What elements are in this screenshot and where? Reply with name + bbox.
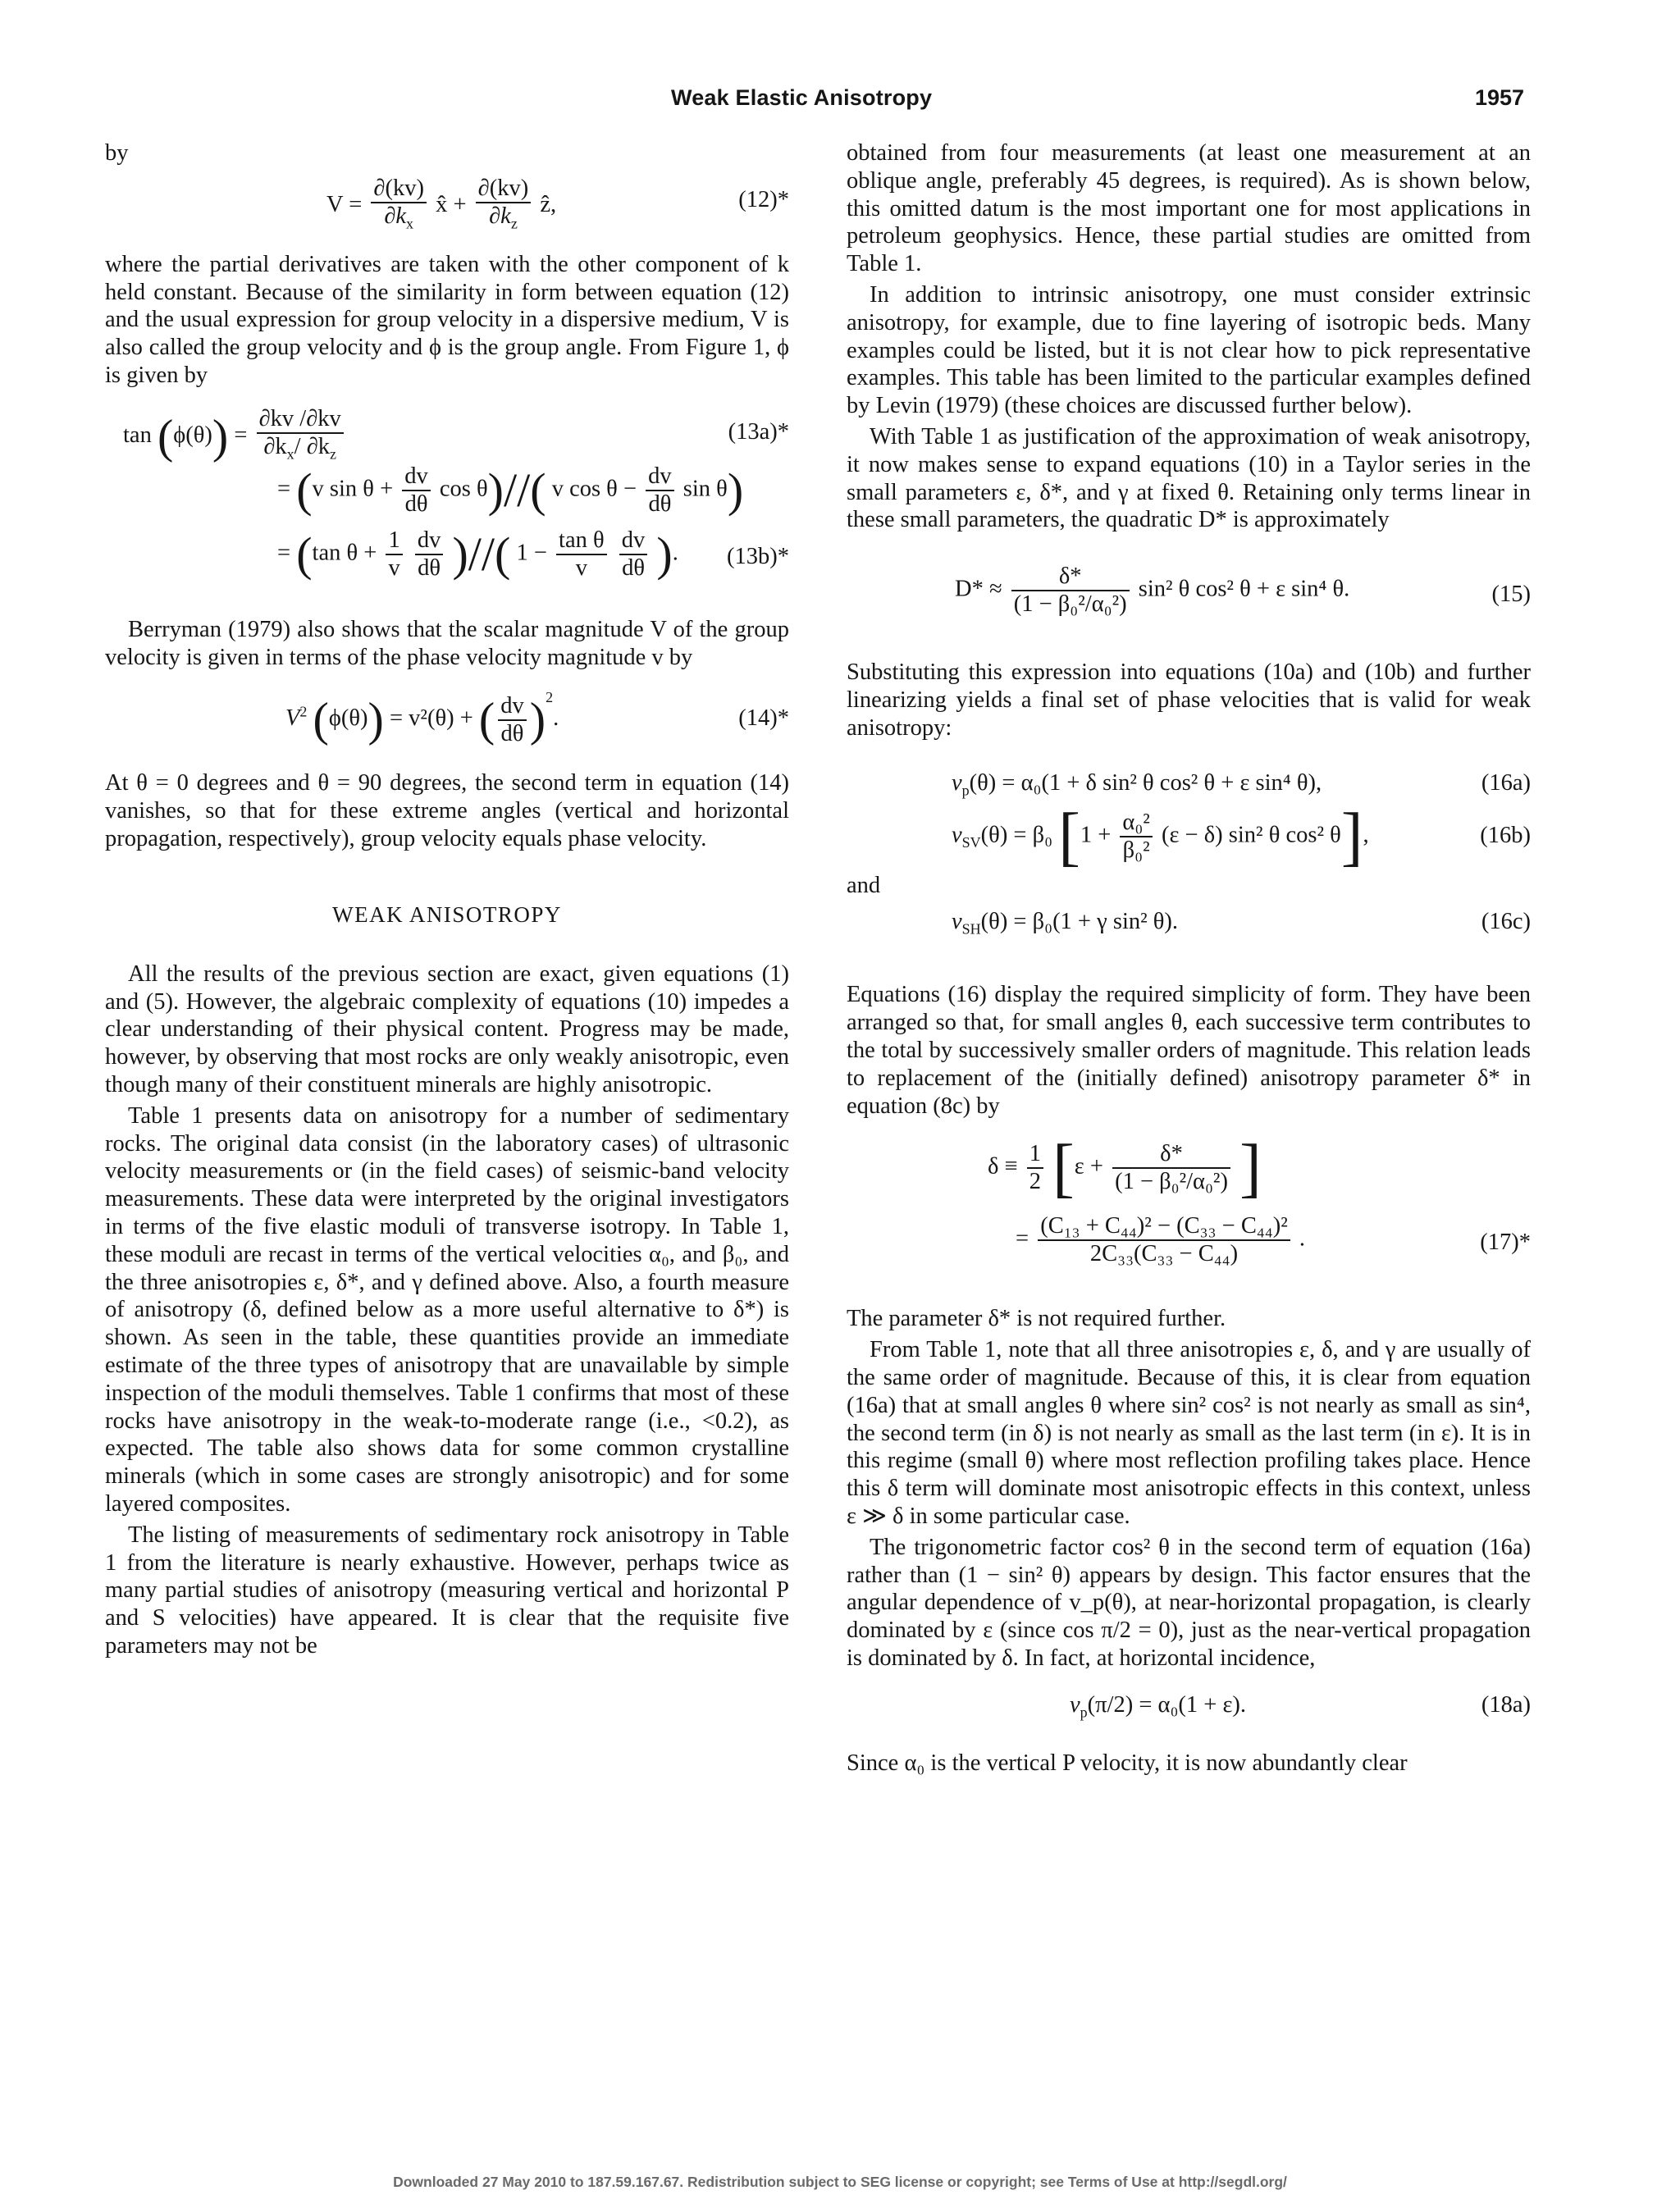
equation-16c: $v_{SH}(\theta) = \beta_0(1 + \gamma$ sin² θ). (16c)	[952, 909, 1531, 938]
equation-13	[105, 406, 789, 591]
paragraph-by: by	[105, 140, 129, 166]
paragraph-table-1: Table 1 presents data on anisotropy for a number of sedimentary rocks. The original data consist (in the laboratory cases) of ultrasonic velocity measurements or (in the field cases) of seismic-band velocity measurements. These data were interpreted by the original investigators in terms of the five elastic moduli of transverse isotropy. In Table 1, these moduli are recast in terms of the vertical velocities α₀, and β₀, and the three anisotropies ε, δ*, and γ defined above. Also, a fourth measure of anisotropy (δ, defined below as a more useful alternative to δ*) is shown. As seen in the table, these quantities provide an immediate estimate of the three types of anisotropy that are unavailable by simple inspection of the moduli themselves. Table 1 confirms that most of these rocks have anisotropy in the weak-to-moderate range (i.e., <0.2), as expected. The table also shows data for some common crystalline minerals (which in some cases are strongly anisotropic) and for some layered composites.	[105, 1102, 789, 1517]
paragraph-trigonometric-factor: The trigonometric factor cos² θ in the second term of equation (16a) rather than (1 − sin² θ) appears by design. This factor ensures that the angular dependence of v_p(θ), at near-horizontal propagation, is clearly dominated by ε (since cos π/2 = 0), just as the near-vertical propagation is dominated by δ. In fact, at horizontal incidence,	[847, 1534, 1531, 1671]
paragraph-taylor-series: With Table 1 as justification of the approximation of weak anisotropy, it now makes sense to expand equations (10) in a Taylor series in the small parameters ε, δ*, and γ at fixed θ. Retaining only terms linear in these small parameters, the quadratic D* is approximately	[847, 423, 1531, 533]
eq16a-label: (16a)	[1481, 769, 1531, 796]
eq12-term2-frac: $\frac{\partial(kv)}{\partial k_z}$	[476, 176, 532, 237]
eq12-label: (12)*	[738, 186, 789, 212]
section-heading-weak-anisotropy: WEAK ANISOTROPY	[332, 901, 562, 927]
paragraph-berryman: Berryman (1979) also shows that the scalar magnitude V of the group velocity is given in terms of the phase velocity magnitude v by	[105, 616, 789, 670]
equation-16a: $v_p(\theta) = \alpha_0(1 + \delta$ sin² θ cos² θ + ε sin⁴ θ), (16a)	[952, 769, 1531, 799]
equation-14: $V^2$ (ϕ(θ)) = v²(θ) + ( $\frac{dv}{d\theta}$ )$^2$. (14)*	[285, 689, 789, 746]
right-column	[847, 139, 1531, 1777]
paragraph-partial-derivatives: where the partial derivatives are taken with the other component of k held constant. Because of the similarity in form between equation (12) and the usual expression for group velocity in a dispersive medium, V is also called the group velocity and ϕ is the group angle. From Figure 1, ϕ is given by	[105, 251, 789, 388]
word-and: and	[847, 872, 881, 898]
paragraph-substituting: Substituting this expression into equations (10a) and (10b) and further linearizing yields a final set of phase velocities that is valid for weak anisotropy:	[847, 659, 1531, 741]
eq18a-label: (18a)	[1481, 1691, 1531, 1718]
paragraph-delta-star: The parameter δ* is not required further.	[847, 1306, 1226, 1332]
eq13-line2: = (v sin θ + $\frac{dv}{d\theta}$ cos θ)//( v cos θ − $\frac{dv}{d\theta}$ sin θ)	[277, 463, 744, 517]
eq16b-label: (16b)	[1480, 822, 1531, 848]
paragraph-listing: The listing of measurements of sedimentary rock anisotropy in Table 1 from the literature is nearly exhaustive. However, perhaps twice as many partial studies of anisotropy (measuring vertical and horizontal P and S velocities) have appeared. It is clear that the requisite five parameters may not be	[105, 1522, 789, 1659]
eq16c-label: (16c)	[1481, 909, 1531, 935]
eq13b-line: = (tan θ + $\frac{1}{v}$ $\frac{dv}{d\theta}$ )//( 1 − $\frac{\text{tan θ}}{v}$ $\frac{dv}{d\theta}$ ). (13b)*	[277, 527, 789, 581]
equation-12	[105, 176, 789, 233]
eq13a-line: tan (ϕ(θ)) = $\frac{\partial kv /\partial kv}{\partial k_x/ \partial k_z}$ (13a)*	[123, 405, 789, 463]
eq15-label: (15)	[1491, 582, 1531, 608]
eq12-zhat: ẑ,	[540, 191, 557, 217]
paragraph-extreme-angles: At θ = 0 degrees and θ = 90 degrees, the second term in equation (14) vanishes, so that for these extreme angles (vertical and horizontal propagation, respectively), group velocity equals phase velocity.	[105, 770, 789, 851]
eq17-line1: δ ≡ $\frac{1}{2}$ [ε + $\frac{\delta*}{\text{(1 − β₀²/α₀²)}}$ ]	[988, 1132, 1262, 1205]
download-footer: Downloaded 27 May 2010 to 187.59.167.67. Redistribution subject to SEG license or copyright; see Terms of Use at http://segdl.org/	[393, 2174, 1287, 2190]
eq13b-label: (13b)*	[727, 543, 789, 569]
equation-15: D* ≈ $\frac{\delta*}{\text{(1 − β₀²/α₀²)}}$ sin² θ cos² θ + ε sin⁴ θ. (15)	[955, 564, 1531, 618]
equation-17	[847, 1132, 1531, 1282]
equation-16b: $v_{SV}(\theta) = \beta_0$ [1 + $\frac{\text{α₀²}}{\text{β₀²}}$ (ε − δ) sin² θ cos² θ], (16b)	[952, 800, 1531, 873]
left-column	[105, 139, 789, 1660]
equation-18a: $v_p(\pi/2) = \alpha_0(1 + \varepsilon)$. (18a)	[1070, 1691, 1531, 1721]
paragraph-since-alpha: Since α₀ is the vertical P velocity, it is now abundantly clear	[847, 1750, 1408, 1776]
eq12-lhs: V =	[326, 191, 363, 217]
eq12-term1-frac: $\frac{\partial(kv)}{\partial k_x}$	[371, 176, 427, 237]
page-number: 1957	[1475, 85, 1525, 110]
running-header-title: Weak Elastic Anisotropy	[671, 85, 933, 110]
paragraph-four-measurements: obtained from four measurements (at least one measurement at an oblique angle, preferably 45 degrees, is required). As is shown below, this omitted datum is the most important one for most applications in petroleum geophysics. Hence, these partial studies are omitted from Table 1.	[847, 140, 1531, 277]
paragraph-three-anisotropies: From Table 1, note that all three anisotropies ε, δ, and γ are usually of the same order of magnitude. Because of this, it is clear from equation (16a) that at small angles θ where sin² cos² is not nearly as small as sin⁴, the second term (in δ) is not nearly as small as the last term (in ε). It is in this regime (small θ) where most reflection profiling takes place. Hence this δ term will dominate most anisotropic effects in this context, unless ε ≫ δ in some particular case.	[847, 1337, 1531, 1529]
paragraph-equations-16: Equations (16) display the required simplicity of form. They have been arranged so that, for small angles θ, each successive term contributes to the total by successively smaller orders of magnitude. This relation leads to replacement of the (initially defined) anisotropy parameter δ* in equation (8c) by	[847, 982, 1531, 1119]
eq13a-label: (13a)*	[728, 418, 789, 445]
paragraph-intrinsic-anisotropy: In addition to intrinsic anisotropy, one must consider extrinsic anisotropy, for example, due to fine layering of isotropic beds. Many examples could be listed, but it is not clear how to pick representative examples. This table has been limited to the particular examples defined by Levin (1979) (these choices are discussed further below).	[847, 281, 1531, 419]
eq14-label: (14)*	[738, 705, 789, 732]
paragraph-results-exact: All the results of the previous section are exact, given equations (1) and (5). However, the algebraic complexity of equations (10) impedes a clear understanding of their physical content. Progress may be made, however, by observing that most rocks are only weakly anisotropic, even though many of their constituent minerals are highly anisotropic.	[105, 961, 789, 1097]
eq12-xhat: x̂ +	[436, 191, 467, 217]
eq17-label: (17)*	[1480, 1230, 1531, 1256]
eq17-line2: = $\frac{\text{(C₁₃ + C₄₄)² − (C₃₃ − C₄₄)²}}{\text{2C₃₃(C₃₃ − C₄₄)}}$ . (17)*	[1016, 1213, 1531, 1267]
